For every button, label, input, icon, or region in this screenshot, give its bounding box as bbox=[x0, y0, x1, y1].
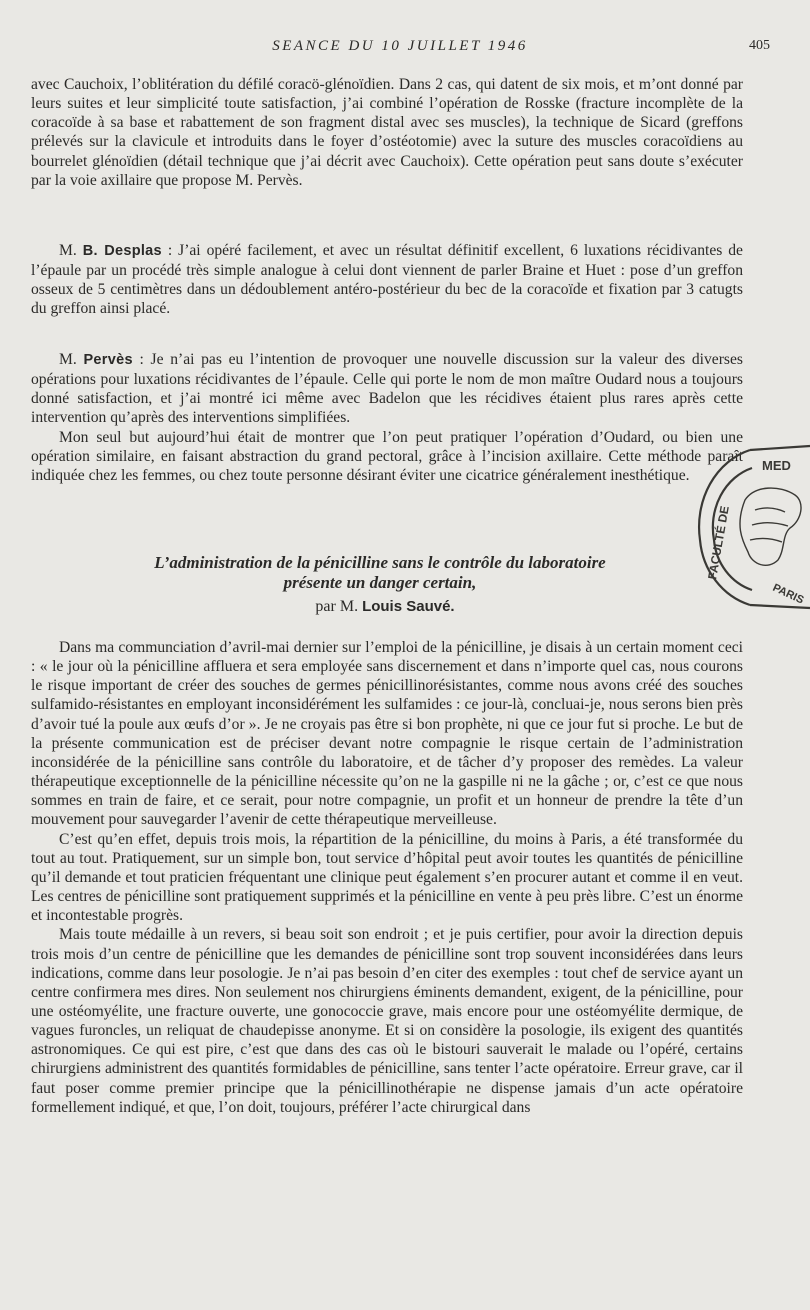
speaker-name: B. Desplas bbox=[82, 243, 162, 259]
byline-prefix: par M. bbox=[315, 598, 359, 615]
discussion-desplas bbox=[31, 241, 743, 319]
stamp-figure-outline bbox=[740, 488, 801, 565]
running-title: SEANCE DU 10 JUILLET 1946 bbox=[272, 38, 528, 54]
body-paragraph-3: Mais toute médaille à un revers, si beau soit son endroit ; et je puis certifier, pour avoir la direction depuis trois mois d’un centre de pénicilline que les demandes de pénicilline sont trop souvent inconsidérées dans leurs indications, comme dans leur posologie. Je n’ai pas besoin d’en citer des exemples : tout chef de service ayant un centre confirmera mes dires. Non seulement nos chirurgiens éminents demandent, exigent, de la pénicilline, pour une ostéomyélite, une fracture ouverte, une gonococcie grave, mais encore pour une ostéomyélite dermique, de vagues furoncles, un reliquat de chaudepisse anonyme. Et si on considère la posologie, ils exigent des quantités astronomiques. Ce qui est pire, c’est que dans des cas où le bistouri sauverait le malade ou l’opéré, certains chirurgiens administrent des quantités formidables de pénicilline, sans tenter l’acte opératoire. Erreur grave, car il faut poser comme premier principe que la pénicillinothérapie ne dispense jamais d’un acte opératoire formellement indiqué, et que, l’on doit, toujours, préférer l’acte chirurgical dans bbox=[31, 926, 743, 1116]
body-paragraph-1: Dans ma communciation d’avril-mai dernier sur l’emploi de la pénicilline, je disais à un certain moment ceci : « le jour où la pénicilline affluera et sera employée sans discernement et dans n’importe quel cas, nous courons le risque important de créer des souches de germes pénicillinorésistantes, comme nous avons créé des souches sulfamido-résistantes en employant inconsidérément les sulfamides : ce jour-là, concluai-je, nous serons bien près d’avoir tué la poule aux œufs d’or ». Je ne croyais pas être si bon prophète, ni que ce jour fut si proche. Le but de la présente communication est de préciser devant notre compagnie le risque certain de l’administration inconsidérée de la pénicilline sans contrôle du laboratoire, et de tâcher d’y proposer des remèdes. La valeur thérapeutique exceptionnelle de la pénicilline nécessite qu’on ne la gaspille ni ne la gâche ; or, c’est ce que nous sommes en train de faire, et ce serait, pour notre compagnie, un profit et un honneur de prendre la tête d’un mouvement pour sauvegarder l’avenir de cette thérapeutique merveilleuse. bbox=[31, 639, 743, 829]
body-paragraph-2: C’est qu’en effet, depuis trois mois, la répartition de la pénicilline, du moins à Paris, a été transformée du tout au tout. Pratiquement, sur un simple bon, tout service d’hôpital peut avoir toutes les quantités de pénicilline qu’il demande et tout praticien fréquentant une clinique peut également s’en procurer autant et comme il en veut. Les centres de pénicilline sont pratiquement supprimés et la pénicilline en vente à peu près libre. C’est un énorme et incontestable progrès. bbox=[31, 830, 743, 925]
paragraph-desplas bbox=[31, 241, 743, 319]
paragraph-perves bbox=[31, 350, 743, 428]
article-byline bbox=[0, 598, 770, 616]
stamp-top-edge bbox=[750, 446, 810, 450]
paragraph-text: : J’ai opéré facilement, et avec un résultat définitif excellent, 6 luxations récidivantes de l’épaule par un procédé très simple analogue à celui dont viennent de parler Braine et Huet : pose d’un greffon osseux de 5 centimètres dans un dédoublement antéro-postérieur du bec de la coracoïde et fixation par 3 catugts du greffon ainsi placé. bbox=[31, 242, 743, 318]
speaker-name: Pervès bbox=[83, 352, 133, 368]
stamp-text-left: FACULTÉ DE bbox=[705, 504, 732, 581]
page-number: 405 bbox=[749, 38, 770, 53]
article-title-line-2: présente un danger certain, bbox=[283, 573, 477, 592]
speaker-prefix: M. bbox=[59, 242, 77, 259]
article-body bbox=[31, 638, 743, 1117]
speaker-prefix: M. bbox=[59, 351, 77, 368]
paragraph-text: avec Cauchoix, l’oblitération du défilé coracö-glénoïdien. Dans 2 cas, qui datent de six mois, et m’ont donné par leurs suites et leur simplicité toute satisfaction, j’ai combiné l’opération de Rosske (fracture incomplète de la coracoïde à sa base et rabattement de son fragment distal avec ses muscles), la technique de Sicard (greffons prélevés sur la clavicule et introduits dans le foyer d’ostéotomie) avec la suture des muscles coracoïdiens au bourrelet glénoïdien (détail technique que j’ai décrit avec Cauchoix). Cette opération peut sans doute s’exécuter par la voie axillaire que propose M. Pervès. bbox=[31, 76, 743, 189]
article-title bbox=[60, 553, 700, 593]
paragraph-text-2: Mon seul but aujourd’hui était de montrer que l’on peut pratiquer l’opération d’Oudard, ou bien une opération similaire, en faisant abstraction du grand pectoral, grâce à l’incision axillaire. Cette méthode paraît indiquée chez les femmes, ou chez toute personne désirant éviter une cicatrice généralement inesthétique. bbox=[31, 428, 743, 484]
library-stamp-icon bbox=[690, 440, 810, 615]
stamp-figure-lines bbox=[750, 508, 788, 542]
paragraph-text: : Je n’ai pas eu l’intention de provoquer une nouvelle discussion sur la valeur des diverses opérations pour luxations récidivantes de l’épaule. Celle qui porte le nom de mon maître Oudard nous a toujours donné satisfaction, et j’ai montré ici même avec Badelon que les récidives étaient plus rares après cette intervention qu’après des interventions simplifiées. bbox=[31, 351, 743, 427]
author-name: Louis Sauvé. bbox=[362, 598, 455, 615]
discussion-paragraph-1 bbox=[31, 75, 743, 190]
article-title-line-1: L’administration de la pénicilline sans le contrôle du laboratoire bbox=[154, 553, 606, 572]
running-header bbox=[0, 38, 800, 58]
discussion-perves bbox=[31, 350, 743, 485]
stamp-text-right: PARIS bbox=[770, 581, 806, 607]
stamp-text-top: MED bbox=[762, 458, 791, 473]
